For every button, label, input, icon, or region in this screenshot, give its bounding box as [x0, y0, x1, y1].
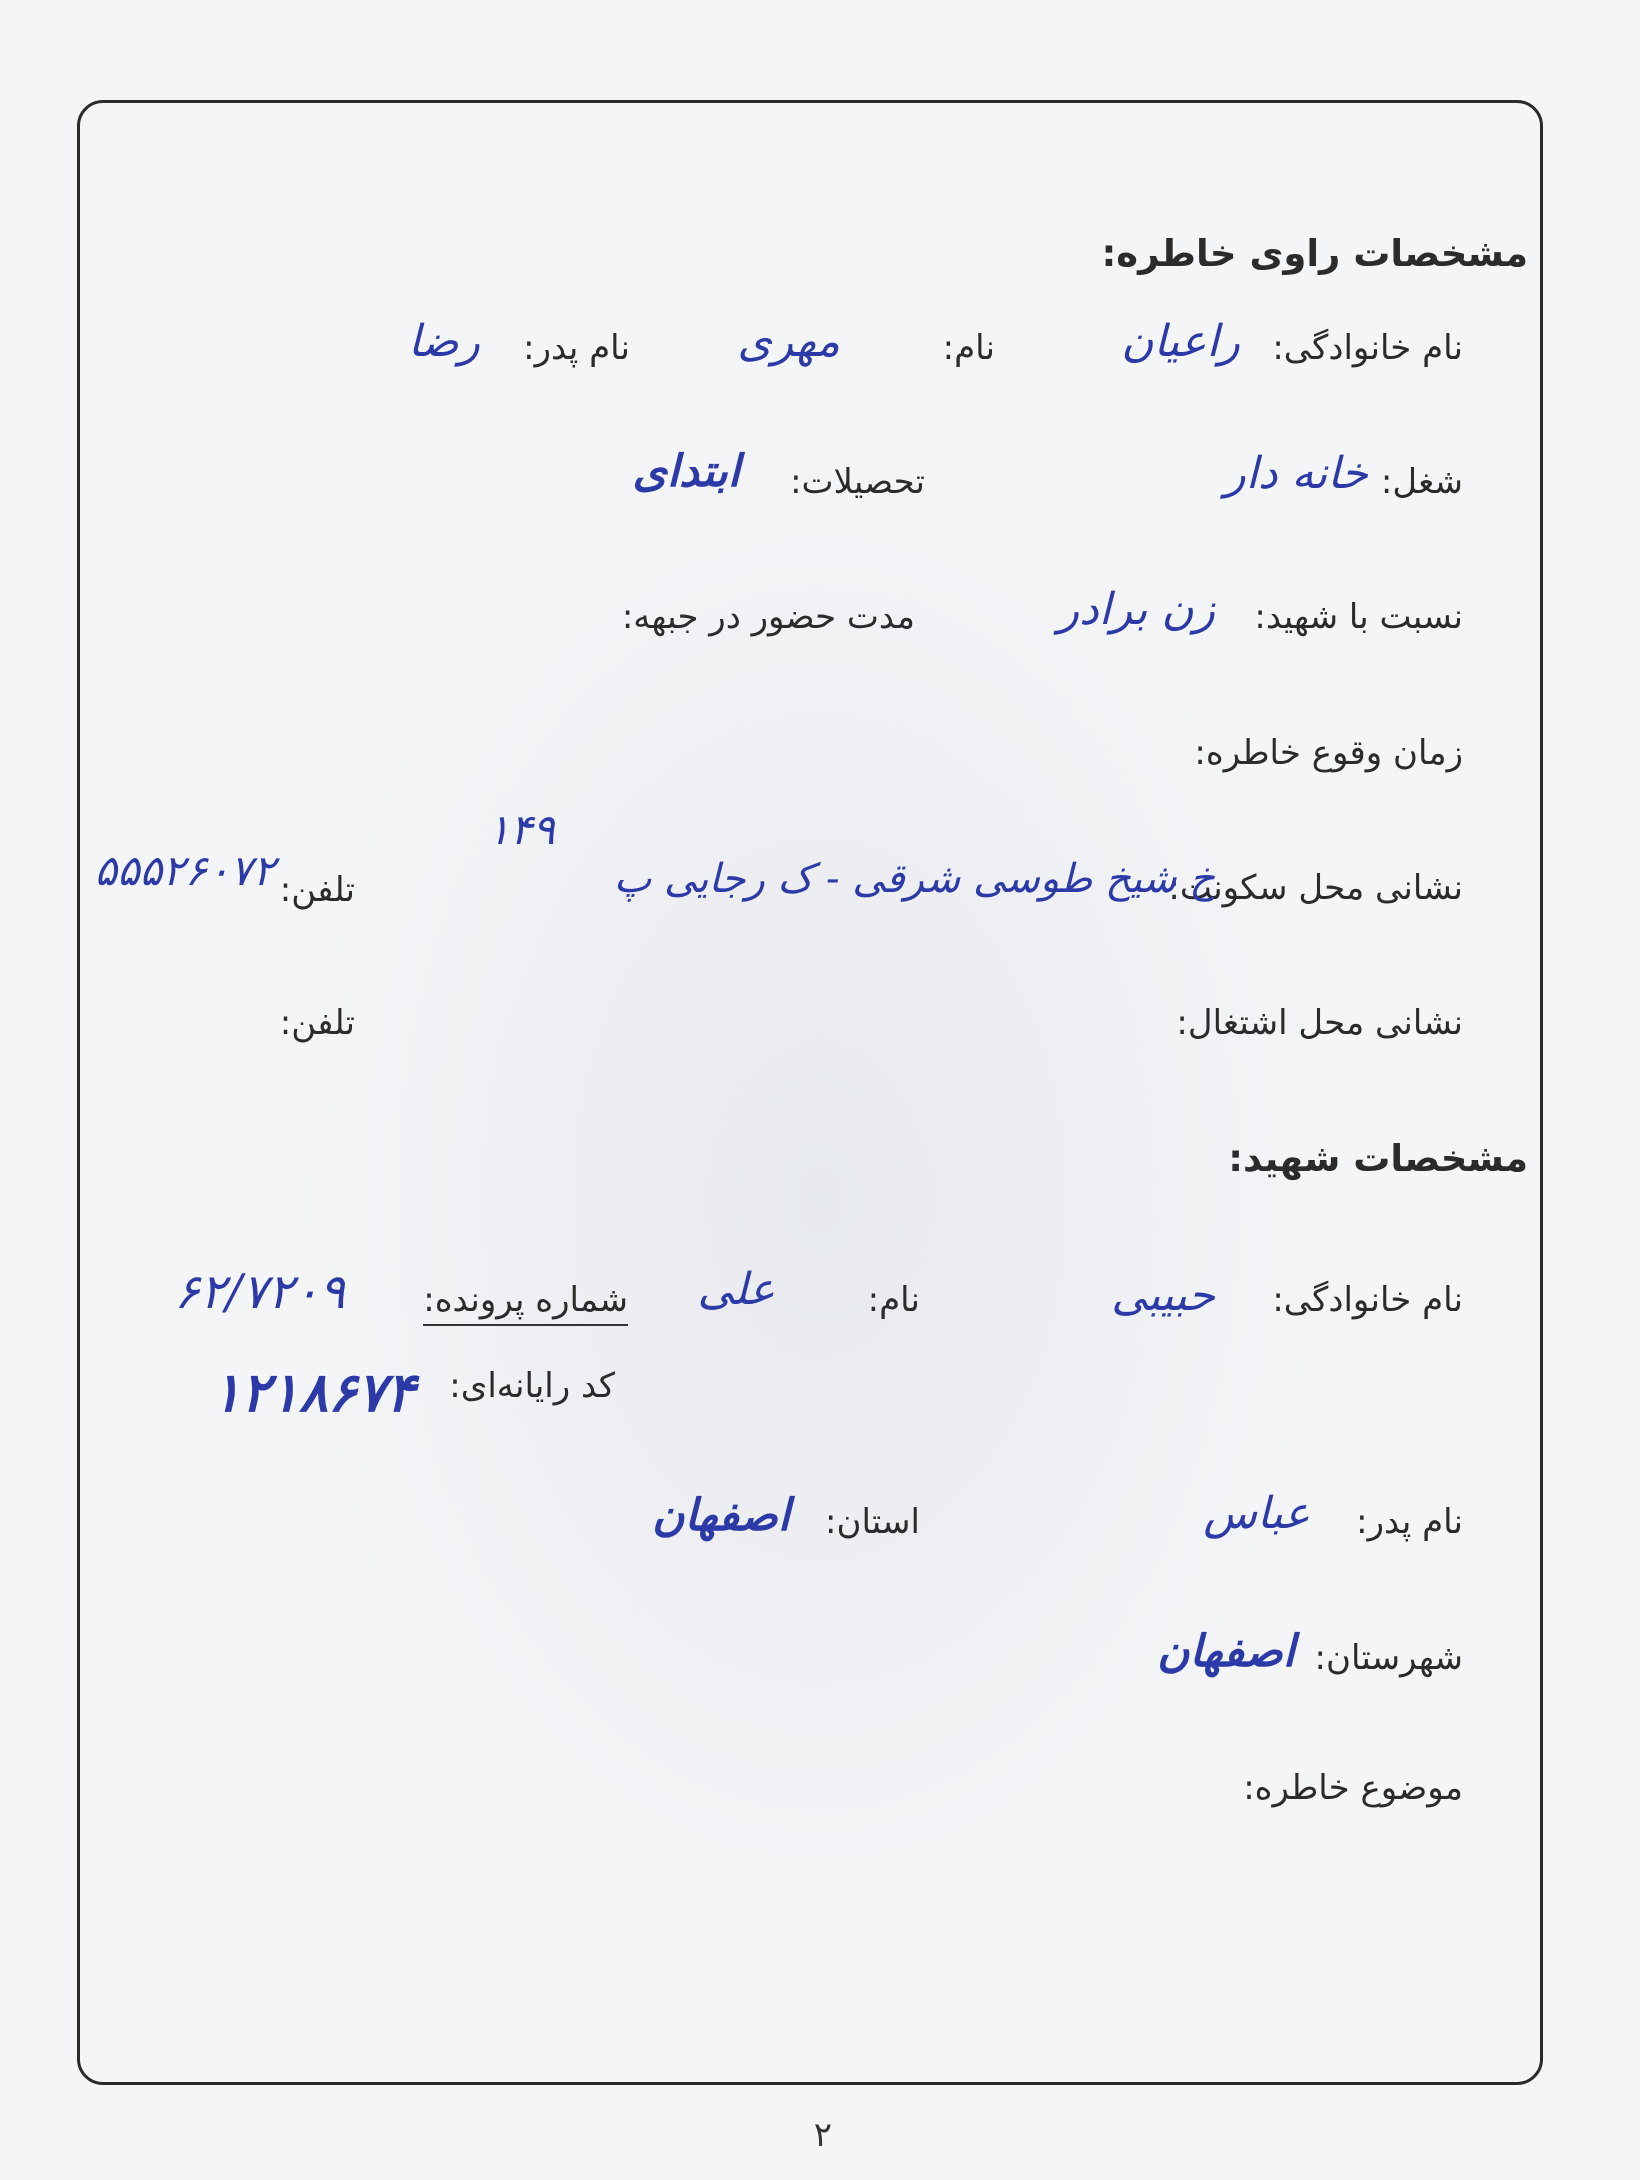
memory-subject-label: موضوع خاطره:: [1243, 1768, 1463, 1808]
province-label: استان:: [825, 1502, 920, 1542]
file-number-value: ۶۲/۷۲۰۹: [174, 1264, 345, 1320]
occupation-value: خانه دار: [1224, 448, 1368, 499]
education-value: ابتدای: [632, 446, 740, 497]
memory-time-label: زمان وقوع خاطره:: [1194, 733, 1463, 773]
home-phone-label: تلفن:: [279, 870, 355, 910]
city-value: اصفهان: [1157, 1626, 1295, 1677]
education-label: تحصیلات:: [790, 462, 925, 502]
relation-label: نسبت با شهید:: [1254, 597, 1463, 637]
work-address-label: نشانی محل اشتغال:: [1176, 1003, 1463, 1043]
computer-code-label: کد رایانه‌ای:: [449, 1366, 615, 1406]
martyr-family-name-label: نام خانوادگی:: [1272, 1280, 1463, 1320]
front-duration-label: مدت حضور در جبهه:: [621, 597, 915, 637]
city-label: شهرستان:: [1314, 1638, 1463, 1678]
page-number: ۲: [813, 2115, 832, 2155]
relation-value: زن برادر: [1057, 584, 1215, 635]
martyr-heading: مشخصات شهید:: [1228, 1137, 1528, 1180]
narrator-first-name-label: نام:: [942, 328, 995, 368]
narrator-heading: مشخصات راوی خاطره:: [1101, 232, 1528, 275]
narrator-father-name-label: نام پدر:: [523, 328, 630, 368]
home-address-label: نشانی محل سکونت:: [1168, 868, 1463, 908]
martyr-father-name-value: عباس: [1203, 1488, 1310, 1539]
province-value: اصفهان: [652, 1490, 790, 1541]
home-address-number: ۱۴۹: [487, 805, 555, 854]
narrator-family-name-label: نام خانوادگی:: [1272, 328, 1463, 368]
work-phone-label: تلفن:: [279, 1003, 355, 1043]
home-phone-value: ۵۵۵۲۶۰۷۲: [94, 846, 275, 895]
narrator-first-name-value: مهری: [737, 316, 840, 367]
martyr-first-name-value: علی: [697, 1264, 775, 1315]
computer-code-value: ۱۲۱۸۶۷۴: [211, 1360, 415, 1424]
martyr-first-name-label: نام:: [867, 1280, 920, 1320]
file-number-label: شماره پرونده:: [423, 1280, 628, 1326]
narrator-father-name-value: رضا: [407, 316, 480, 367]
home-address-value: خ شیخ طوسی شرقی - ک رجایی پ: [613, 856, 1215, 902]
occupation-label: شغل:: [1380, 462, 1463, 502]
martyr-father-name-label: نام پدر:: [1356, 1502, 1463, 1542]
martyr-family-name-value: حبیبی: [1111, 1270, 1215, 1321]
narrator-family-name-value: راعیان: [1121, 316, 1240, 367]
